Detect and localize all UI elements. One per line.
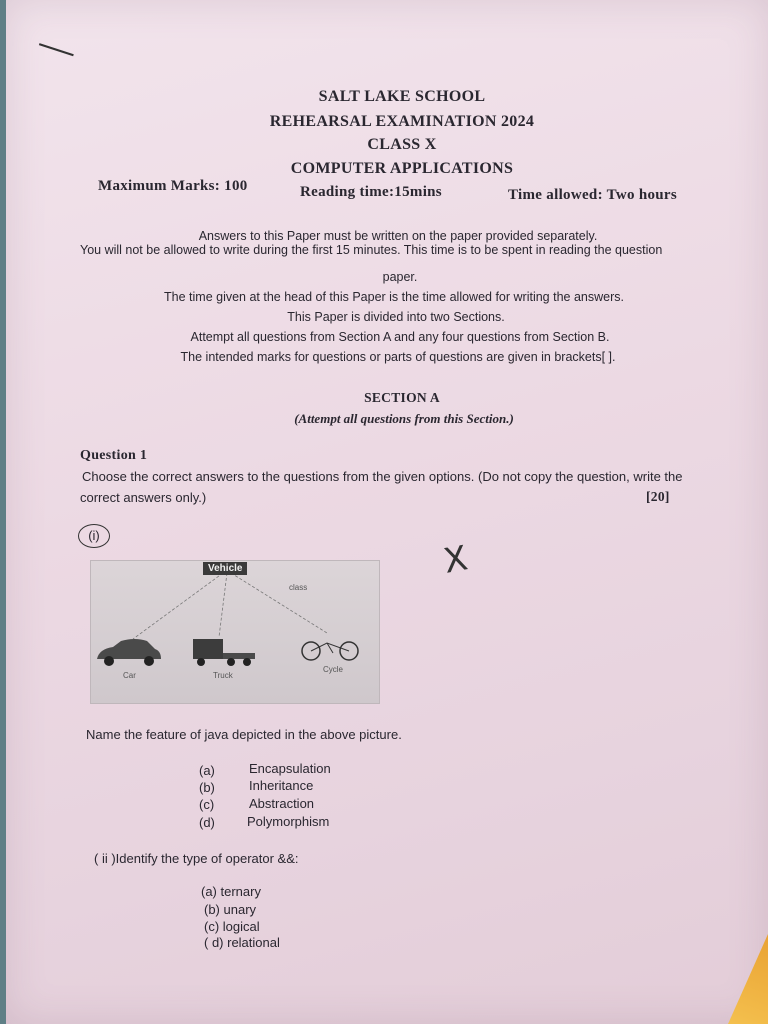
max-marks: Maximum Marks: 100 [98,178,248,194]
pen-mark [30,43,74,83]
section-subtitle: (Attempt all questions from this Section.) [294,411,514,426]
question-1-marks: [20] [646,489,670,504]
question-1-text-line1: Choose the correct answers to the questions from the given options. (Do not copy the question, write the [82,469,683,484]
time-allowed: Time allowed: Two hours [508,187,677,203]
class-title: CLASS X [367,136,437,153]
option-d-key: (d) [199,815,215,830]
part-i-question: Name the feature of java depicted in the above picture. [86,727,402,742]
car-label: Car [123,671,136,680]
instruction-2-cont: paper. [382,270,418,284]
section-title: SECTION A [364,390,440,405]
option-a-key: (a) [199,763,215,778]
exam-paper [6,0,768,1024]
truck-icon [193,639,255,666]
option-d-text: Polymorphism [247,814,330,829]
part-ii-option-c: (c) logical [204,919,260,934]
instruction-4: This Paper is divided into two Sections. [287,310,505,324]
truck-label: Truck [213,671,233,680]
question-1-title: Question 1 [80,448,148,463]
option-c-text: Abstraction [249,796,315,811]
instruction-2: You will not be allowed to write during the first 15 minutes. This time is to be spent in reading the question [80,243,663,257]
instruction-6: The intended marks for questions or parts of questions are given in brackets[ ]. [180,350,616,364]
inheritance-figure [90,560,380,704]
reading-time: Reading time:15mins [300,184,442,200]
question-1-text-line2: correct answers only.) [80,490,207,505]
cycle-label: Cycle [323,665,344,674]
instruction-1: Answers to this Paper must be written on the paper provided separately. [198,229,598,243]
cycle-icon [302,642,358,660]
vehicle-label: Vehicle [203,562,247,575]
cross-mark: X [440,538,471,582]
figure-lines [91,561,379,703]
part-ii-option-d: ( d) relational [204,935,280,950]
school-name: SALT LAKE SCHOOL [318,88,486,105]
part-ii-option-a: (a) ternary [201,884,261,899]
class-label: class [289,583,308,592]
background-corner [728,934,768,1024]
option-b-key: (b) [199,780,215,795]
part-ii-option-b: (b) unary [204,902,257,917]
car-icon [97,639,161,666]
subject-title: COMPUTER APPLICATIONS [290,160,514,177]
part-i-circled-mark: (i) [78,524,110,548]
part-ii-question: ( ii )Identify the type of operator &&: [94,851,299,866]
exam-title: REHEARSAL EXAMINATION 2024 [269,113,535,130]
instruction-5: Attempt all questions from Section A and any four questions from Section B. [190,330,610,344]
instruction-3: The time given at the head of this Paper is the time allowed for writing the answers. [164,290,624,304]
option-a-text: Encapsulation [249,761,331,776]
option-c-key: (c) [199,797,215,812]
option-b-text: Inheritance [249,778,314,793]
